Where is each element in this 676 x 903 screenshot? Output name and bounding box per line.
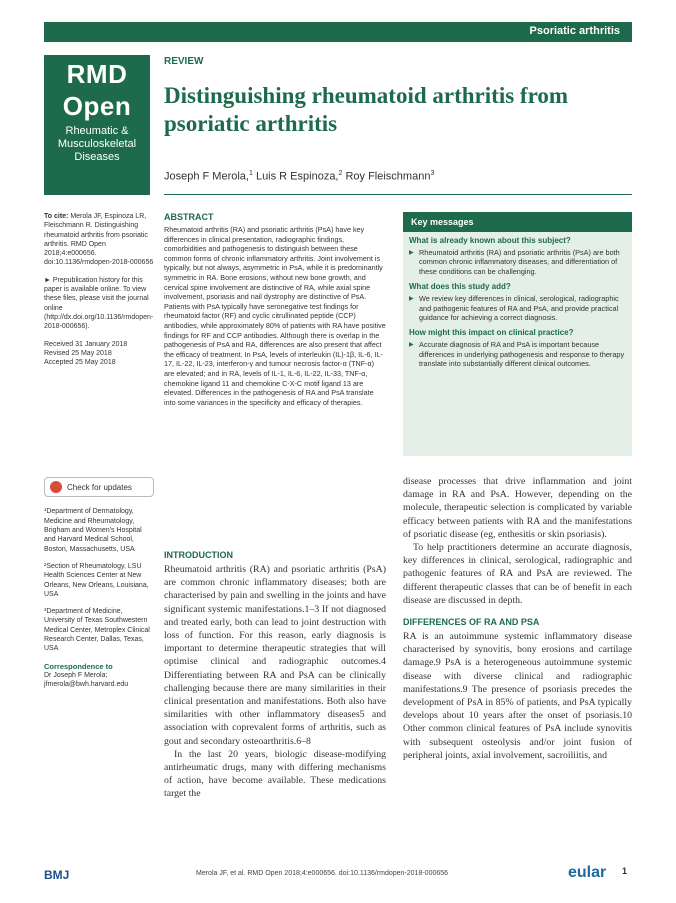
key-message-question: How might this impact on clinical practice?: [409, 328, 574, 338]
key-message-section: [403, 278, 632, 324]
correspondence-label: Correspondence to: [44, 661, 113, 671]
correspondence-text[interactable]: Dr Joseph F Merola; jfmerola@bwh.harvard.edu: [44, 671, 129, 689]
check-updates-icon: [50, 481, 62, 493]
affiliation: ¹Department of Dermatology, Medicine and Rheumatology, Brigham and Women's Hospital and Harvard Medical School, Boston, Massachusetts, USA: [44, 508, 142, 553]
title-divider: [164, 194, 632, 195]
footer-citation: Merola JF, et al. RMD Open 2018;4:e000656. doi:10.1136/rmdopen-2018-000656: [196, 870, 449, 877]
article-title: Distinguishing rheumatoid arthritis from psoriatic arthritis: [164, 83, 569, 136]
introduction: [164, 550, 386, 801]
body-paragraph: To help practitioners determine an accurate diagnosis, key differences in clinical, serological, radiographic and pathogenic features of RA and PsA are reviewed. The different therapeutic classes that can be of benefit in each disease are discussed in depth.: [403, 542, 632, 606]
author-affil: 2: [338, 170, 343, 177]
author-name[interactable]: Roy Fleischmann: [342, 170, 431, 183]
section-label: Psoriatic arthritis: [529, 25, 620, 37]
logo-rmd: RMD: [66, 59, 128, 89]
intro-paragraph: Rheumatoid arthritis (RA) and psoriatic arthritis (PsA) are common chronic inflammatory diseases; both are characterised by pain and swelling in the joints and have significant systemic manifestations.1–3 If not diagnosed and treated early, both can lead to joint destruction with loss of function. For this reason, early diagnosis is important to determine therapeutic strategies that will optimise clinical and radiographic outcomes.4 Differentiating between RA and PsA can be clinically challenging because there are many similarities in their clinical presentation and manifestations. Both also have similarities with other inflammatory diseases5 and association with coprevalent forms of arthritis, such as gout and secondary osteoarthritis.6–8: [164, 564, 386, 747]
logo-open: Open: [62, 91, 132, 121]
body-column-2: [403, 475, 632, 762]
differences-heading: DIFFERENCES OF RA AND PSA: [403, 617, 540, 628]
author-name[interactable]: Joseph F Merola,: [164, 170, 249, 183]
intro-heading: INTRODUCTION: [164, 550, 233, 560]
prepub-note: ► Prepublication history for this paper is available online. To view these files, please visit the journal online (http://dx.doi.org/10.1136/rmdopen-2018-000656).: [44, 276, 154, 331]
abstract-text: Rheumatoid arthritis (RA) and psoriatic arthritis (PsA) have key differences in clinical presentation, radiographic findings, comorbidities and pathogenesis to distinguish between these common forms of chronic inflammatory arthritis. Joint involvement is typically, but not always, asymmetric in PsA, while it is predominantly symmetric in RA. Bone erosions, without new bone growth, and cervical spine involvement are distinctive of RA, while axial spine involvement, psoriasis and nail dystrophy are distinctive of PsA. Patients with PsA typically have seronegative test findings for rheumatoid factor (RF) and cyclic citrullinated peptide (CCP) antibodies, while approximately 80% of patients with RA have positive findings for RF and CCP antibodies. Although there is overlap in the pathogenesis of PsA and RA, differences are also present that affect the efficacy of treatment. In PsA, levels of interleukin (IL)-1β, IL-6, IL-17, IL-22, IL-23, interferon-γ and tumour necrosis factor-α (TNF-α) are elevated; and in RA, levels of IL-1, IL-6, IL-22, IL-33, TNF-α, chemokine ligand 11 and chemokine C-X-C motif ligand 13 are elevated. Differences in the pathogenesis of RA and PsA translate into some variances in the specificity and efficacy of therapies.: [164, 225, 386, 407]
author-list: [164, 170, 434, 183]
intro-paragraph: In the last 20 years, biologic disease-modifying antirheumatic drugs, many with differing mechanisms of action, have become available. These medications target the: [164, 748, 386, 800]
journal-logo: [44, 55, 150, 195]
dates-block: [44, 340, 154, 368]
check-updates-button[interactable]: [44, 477, 154, 497]
key-message-question: What does this study add?: [409, 282, 511, 292]
eular-logo: eular: [568, 864, 607, 881]
journal-section-bar: [44, 22, 632, 42]
bmj-logo: BMJ: [44, 868, 70, 882]
key-message-section: [403, 324, 632, 370]
revised-date: Revised 25 May 2018: [44, 349, 112, 357]
received-date: Received 31 January 2018: [44, 340, 128, 348]
cite-label: To cite:: [44, 213, 69, 220]
body-paragraph: disease processes that drive inflammation and joint damage in RA and PsA. However, depending on the molecule, therapeutic selection is complicated by variable efficacy between patients with RA and the manifestations of psoriatic disease (eg, enthesitis or skin psoriasis).: [403, 476, 632, 540]
sidebar: [44, 212, 154, 690]
key-message-answer: ▶ We review key differences in clinical, serological, radiographic and pathogenic features of RA and PsA, and provide practical guidance for achieving a correct diagnosis.: [409, 294, 626, 322]
key-message-answer: ▶ Accurate diagnosis of RA and PsA is important because differences in underlying pathogenesis and response to therapy translate into substantially different clinical outcomes.: [409, 340, 626, 368]
author-name[interactable]: Luis R Espinoza,: [252, 170, 339, 183]
key-message-question: What is already known about this subject?: [409, 236, 571, 245]
article-type: REVIEW: [164, 56, 204, 67]
key-messages-box: [403, 212, 632, 456]
abstract: [164, 212, 386, 407]
logo-subtitle: Rheumatic & Musculoskeletal Diseases: [57, 125, 137, 163]
key-message-section: [403, 232, 632, 278]
author-affil: 1: [248, 170, 253, 177]
check-updates-label: Check for updates: [67, 482, 132, 492]
affiliation: ²Section of Rheumatology, LSU Health Sciences Center at New Orleans, New Orleans, Louisiana, USA: [44, 562, 149, 598]
key-messages-heading: Key messages: [403, 212, 632, 232]
key-message-answer: ▶ Rheumatoid arthritis (RA) and psoriatic arthritis (PsA) are both common chronic inflammatory diseases, and differentiation of these conditions can be challenging.: [409, 248, 626, 276]
page-number: 1: [622, 866, 628, 876]
cite-block: [44, 212, 154, 268]
author-affil: 3: [430, 170, 435, 177]
affiliation: ³Department of Medicine, University of Texas Southwestern Medical Center, Metroplex Clinical Research Center, Dallas, Texas, USA: [44, 608, 150, 653]
cite-text: Merola JF, Espinoza LR, Fleischmann R. Distinguishing rheumatoid arthritis from psoriatic arthritis. RMD Open 2018;4:e000656. doi:10.1136/rmdopen-2018-000656: [44, 213, 154, 267]
body-paragraph: RA is an autoimmune systemic inflammatory disease characterised by synovitis, bony erosions and cartilage damage.9 PsA is a heterogeneous autoimmune systemic disease with diverse clinical and radiographic manifestations.9 The presence of psoriasis precedes the development of PsA in 85% of patients, and PsA typically develops about 10 years after the onset of psoriasis.10 Other common clinical features of PsA include synovitis with subsequent osteolysis and/or joint fusion of peripheral joints, axial involvement, sacroiliitis, and: [403, 631, 632, 761]
accepted-date: Accepted 25 May 2018: [44, 359, 116, 367]
abstract-heading: ABSTRACT: [164, 212, 214, 222]
